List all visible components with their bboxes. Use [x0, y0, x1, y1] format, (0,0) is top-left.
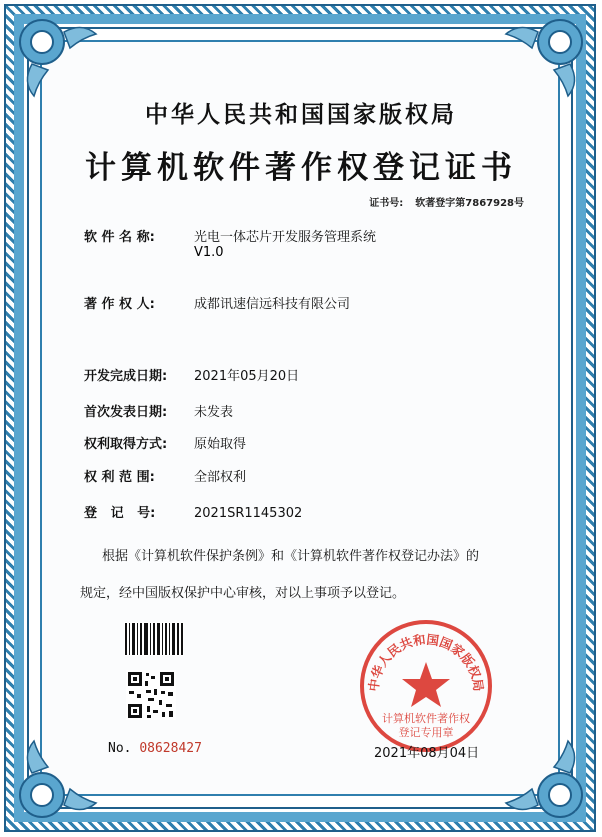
owner-value: 成都讯速信远科技有限公司: [194, 297, 351, 312]
serial-number-value: 08628427: [139, 741, 202, 756]
field-label: 著 作 权 人:: [84, 297, 155, 312]
corner-ornament-icon: [12, 12, 100, 100]
acquisition-value: 原始取得: [194, 437, 247, 452]
certificate-number: [369, 194, 524, 209]
software-version-value: V1.0: [194, 245, 224, 260]
owner-row: [84, 293, 350, 312]
completion-date-row: [84, 365, 299, 384]
field-label: 权利取得方式:: [84, 437, 168, 452]
barcode-icon: [124, 622, 184, 656]
certificate-title: 计算机软件著作权登记证书: [85, 150, 517, 186]
serial-prefix: No.: [108, 741, 132, 756]
corner-ornament-icon: [502, 12, 590, 100]
seal-inner-line-2: 登记专用章: [398, 726, 454, 739]
official-seal-icon: [356, 616, 496, 756]
serial-number: [108, 741, 202, 756]
completion-date-value: 2021年05月20日: [194, 369, 300, 384]
issue-date: 2021年08月04日: [374, 746, 480, 761]
field-label: 权 利 范 围:: [84, 470, 155, 485]
certificate-number-value: 软著登字第7867928号: [415, 198, 524, 209]
qr-code-icon: [126, 670, 176, 720]
registration-number-row: [84, 502, 302, 521]
first-publish-value: 未发表: [194, 405, 234, 420]
corner-ornament-icon: [12, 737, 100, 825]
acquisition-row: [84, 433, 246, 452]
first-publish-row: [84, 401, 233, 420]
field-label: 登 记 号:: [84, 506, 156, 521]
issuing-authority-title: 中华人民共和国国家版权局: [145, 102, 457, 128]
field-label: 开发完成日期:: [84, 369, 168, 384]
registration-number-value: 2021SR1145302: [194, 506, 303, 521]
certificate-number-label: 证书号:: [369, 198, 404, 209]
legal-basis-paragraph: 根据《计算机软件保护条例》和《计算机软件著作权登记办法》的: [102, 549, 480, 564]
corner-ornament-icon: [502, 737, 590, 825]
scope-value: 全部权利: [194, 470, 247, 485]
seal-ring-text: 中华人民共和国国家版权局: [365, 631, 487, 693]
scope-row: [84, 466, 246, 485]
software-name-value: 光电一体芯片开发服务管理系统: [194, 230, 377, 245]
field-label: 首次发表日期:: [84, 405, 168, 420]
seal-inner-line-1: 计算机软件著作权: [382, 712, 470, 725]
legal-basis-paragraph-continued: 规定，经中国版权保护中心审核，对以上事项予以登记。: [80, 586, 406, 601]
field-label: 软 件 名 称:: [84, 230, 155, 245]
software-name-row: [84, 226, 376, 245]
